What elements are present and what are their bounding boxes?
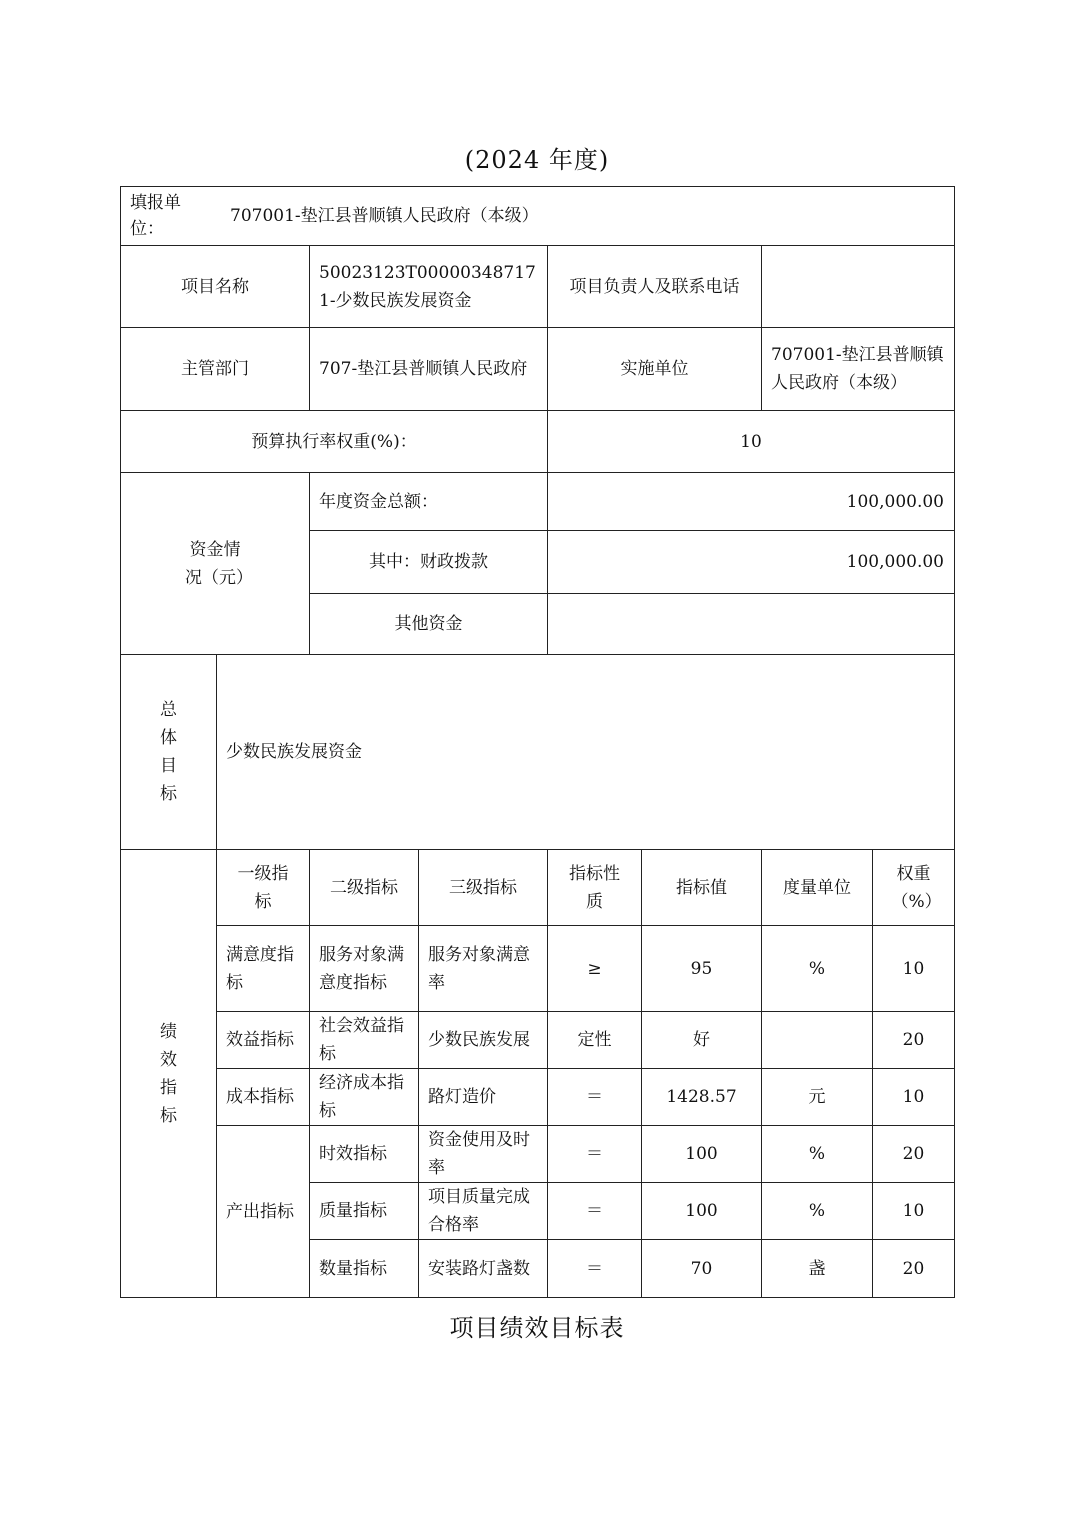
indicators-label: 绩效指标 bbox=[121, 850, 217, 1297]
indicator-row-5-value: 70 bbox=[642, 1240, 762, 1297]
indicator-row-3-l3: 资金使用及时率 bbox=[419, 1126, 548, 1183]
indicator-row-2-l3: 路灯造价 bbox=[419, 1069, 548, 1126]
indicator-row-2-l1: 成本指标 bbox=[217, 1069, 310, 1126]
indicator-row-5-nature: ＝ bbox=[548, 1240, 642, 1297]
impl-unit-label: 实施单位 bbox=[548, 328, 762, 411]
funds-total-label: 年度资金总额： bbox=[310, 473, 548, 531]
indicator-header-l3: 三级指标 bbox=[419, 850, 548, 926]
indicator-row-4-unit: % bbox=[762, 1183, 873, 1240]
indicator-row-5-l2: 数量指标 bbox=[310, 1240, 419, 1297]
indicator-row-3-l2: 时效指标 bbox=[310, 1126, 419, 1183]
funds-other-value bbox=[548, 594, 954, 655]
indicator-row-5-l3: 安装路灯盏数 bbox=[419, 1240, 548, 1297]
indicator-output-l1: 产出指标 bbox=[217, 1126, 310, 1297]
indicator-row-0-weight: 10 bbox=[873, 926, 954, 1012]
indicator-row-0-l2: 服务对象满意度指标 bbox=[310, 926, 419, 1012]
funds-label: 资金情况（元） bbox=[121, 473, 310, 655]
overall-goal-value: 少数民族发展资金 bbox=[217, 655, 954, 850]
dept-value: 707-垫江县普顺镇人民政府 bbox=[310, 328, 548, 411]
year-title: (2024 年度) bbox=[464, 146, 610, 174]
indicator-row-4-l2: 质量指标 bbox=[310, 1183, 419, 1240]
indicator-row-0-l1: 满意度指标 bbox=[217, 926, 310, 1012]
indicator-row-0-nature: ≥ bbox=[548, 926, 642, 1012]
indicator-header-unit: 度量单位 bbox=[762, 850, 873, 926]
indicator-row-5-weight: 20 bbox=[902, 1258, 925, 1279]
funds-total-value: 100,000.00 bbox=[548, 473, 954, 531]
project-contact-label: 项目负责人及联系电话 bbox=[548, 246, 762, 328]
indicator-row-4-weight: 10 bbox=[873, 1183, 954, 1240]
funds-fiscal-value: 100,000.00 bbox=[548, 531, 954, 594]
table-title: 项目绩效目标表 bbox=[449, 1314, 625, 1342]
indicator-row-4-l3: 项目质量完成合格率 bbox=[419, 1183, 548, 1240]
funds-fiscal-label: 其中：财政拨款 bbox=[310, 531, 548, 594]
funds-other-label: 其他资金 bbox=[310, 594, 548, 655]
indicator-row-1-unit bbox=[762, 1012, 873, 1069]
indicator-header-weight: 权重（%） bbox=[873, 850, 954, 926]
project-name-label: 项目名称 bbox=[121, 246, 310, 328]
indicator-row-2-nature: ＝ bbox=[548, 1069, 642, 1126]
indicator-row-1-weight: 20 bbox=[873, 1012, 954, 1069]
indicator-row-2-weight: 10 bbox=[873, 1069, 954, 1126]
indicator-row-1-l2: 社会效益指标 bbox=[310, 1012, 419, 1069]
filler-unit-value: 707001-垫江县普顺镇人民政府（本级） bbox=[221, 187, 954, 246]
overall-goal-label: 总体目标 bbox=[121, 655, 217, 850]
impl-unit-value: 707001-垫江县普顺镇人民政府（本级） bbox=[762, 328, 954, 411]
indicator-row-5-unit: 盏 bbox=[762, 1240, 873, 1297]
indicator-row-4-value: 100 bbox=[642, 1183, 762, 1240]
indicator-row-2-l2: 经济成本指标 bbox=[310, 1069, 419, 1126]
indicator-row-2-value: 1428.57 bbox=[642, 1069, 762, 1126]
filler-unit-label: 填报单位： bbox=[121, 187, 221, 246]
project-contact-value bbox=[762, 246, 954, 328]
indicator-row-1-l1: 效益指标 bbox=[217, 1012, 310, 1069]
indicator-header-nature: 指标性质 bbox=[548, 850, 642, 926]
indicator-row-3-unit: % bbox=[762, 1126, 873, 1183]
indicator-row-3-nature: ＝ bbox=[548, 1126, 642, 1183]
dept-label: 主管部门 bbox=[121, 328, 310, 411]
indicator-row-0-l3: 服务对象满意率 bbox=[419, 926, 548, 1012]
indicator-header-l1: 一级指标 bbox=[217, 850, 310, 926]
indicator-row-1-l3: 少数民族发展 bbox=[419, 1012, 548, 1069]
indicator-row-1-value: 好 bbox=[642, 1012, 762, 1069]
indicator-row-2-unit: 元 bbox=[762, 1069, 873, 1126]
indicator-header-l2: 二级指标 bbox=[310, 850, 419, 926]
budget-weight-value: 10 bbox=[548, 411, 954, 473]
indicator-row-3-weight: 20 bbox=[873, 1126, 954, 1183]
project-name-value: 50023123T000003487171-少数民族发展资金 bbox=[310, 246, 548, 328]
indicator-row-0-value: 95 bbox=[642, 926, 762, 1012]
indicator-row-4-nature: ＝ bbox=[548, 1183, 642, 1240]
indicator-header-value: 指标值 bbox=[642, 850, 762, 926]
performance-goal-table bbox=[120, 186, 955, 1298]
indicator-row-3-value: 100 bbox=[642, 1126, 762, 1183]
indicator-row-0-unit: % bbox=[762, 926, 873, 1012]
indicator-row-1-nature: 定性 bbox=[548, 1012, 642, 1069]
budget-weight-label: 预算执行率权重(%)： bbox=[121, 411, 548, 473]
